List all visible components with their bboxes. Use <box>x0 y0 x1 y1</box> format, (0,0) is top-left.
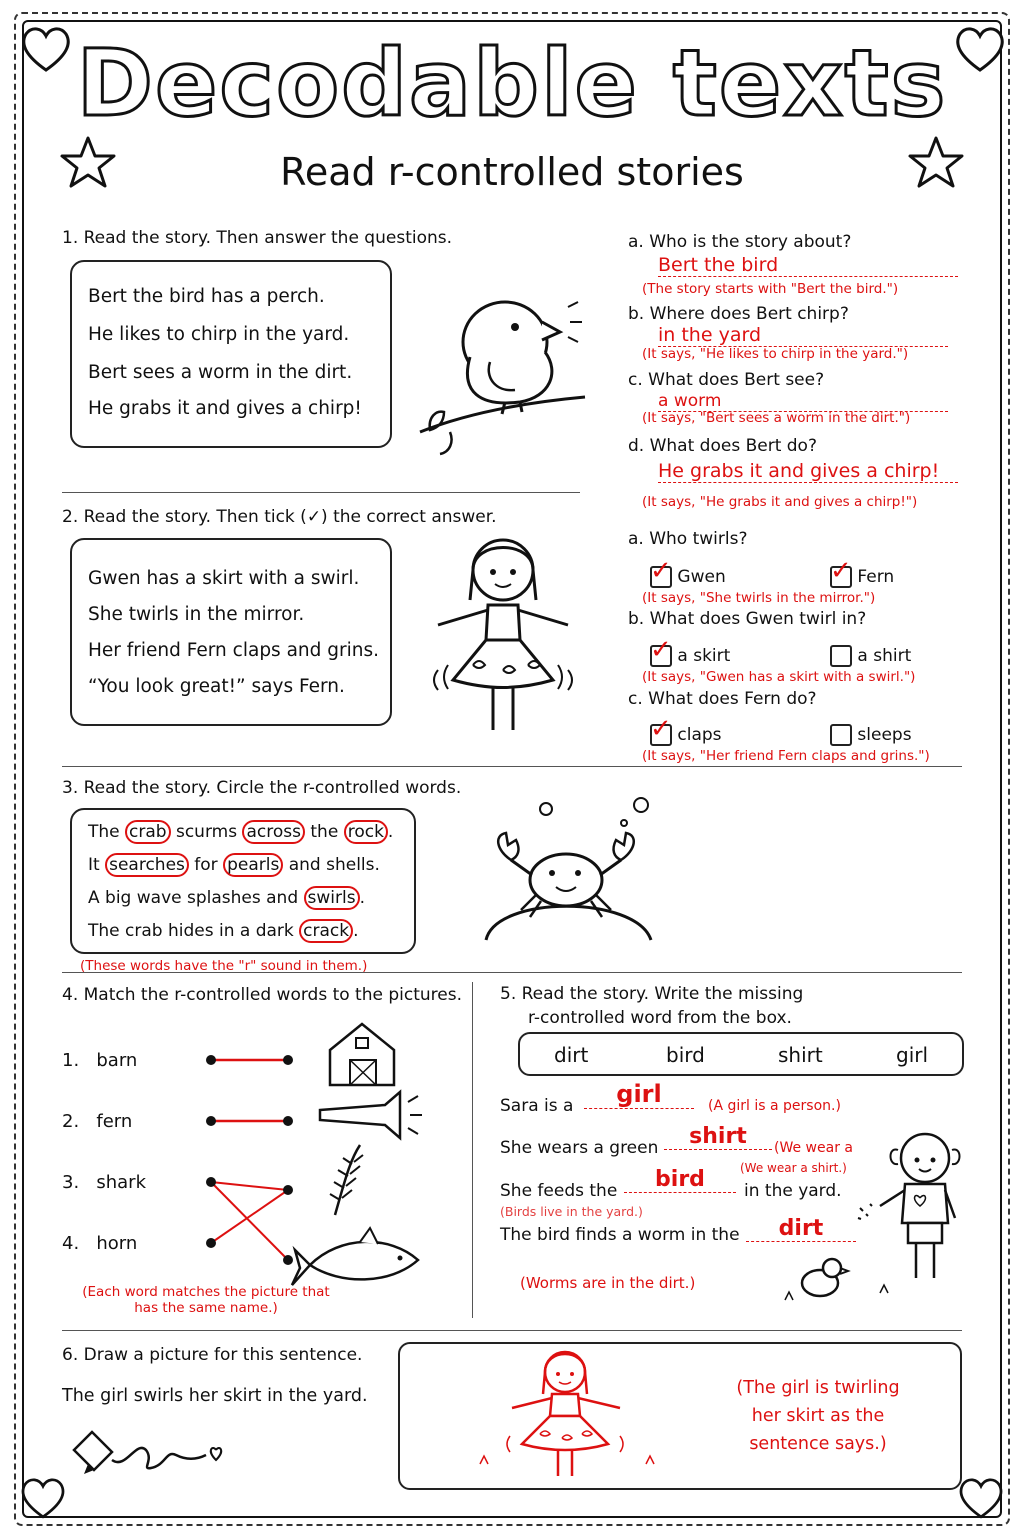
blank-answer[interactable]: shirt <box>664 1124 772 1150</box>
story-line: The crab scurms across the rock . <box>88 822 394 842</box>
story-line: “You look great!” says Fern. <box>88 676 345 697</box>
story-line: He grabs it and gives a chirp! <box>88 398 362 419</box>
s1-story-box <box>70 260 392 448</box>
answer-line: in the yard <box>658 324 948 347</box>
story-line: Her friend Fern claps and grins. <box>88 640 379 661</box>
check-mark-icon: ✓ <box>830 556 852 586</box>
s3-note: (These words have the "r" sound in them.) <box>80 958 368 974</box>
checkbox[interactable] <box>650 635 672 667</box>
sentence-label: She feeds the <box>500 1181 618 1201</box>
word-box-item: girl <box>896 1043 929 1067</box>
answer-note: (It says, "Bert sees a worm in the dirt.") <box>642 410 911 426</box>
option-gwen[interactable] <box>650 556 726 588</box>
matching-lines[interactable] <box>200 1010 460 1300</box>
sentence-label: in the yard. <box>744 1181 842 1201</box>
option-sleeps[interactable] <box>830 724 912 746</box>
s1-question: c. What does Bert see? <box>628 370 825 390</box>
sentence-label: She wears a green <box>500 1138 659 1158</box>
s1-question: d. What does Bert do? <box>628 436 817 456</box>
s3-instruction: 3. Read the story. Circle the r-controlled words. <box>62 778 462 798</box>
match-item: 3. shark <box>62 1172 146 1193</box>
s1-question: b. Where does Bert chirp? <box>628 304 849 324</box>
match-item: 4. horn <box>62 1233 138 1254</box>
girl-twirling-drawing <box>470 1346 660 1486</box>
circled-word: pearls <box>223 853 283 877</box>
answer-line: He grabs it and gives a chirp! <box>658 460 958 483</box>
s5-instruction: 5. Read the story. Write the missing <box>500 984 804 1004</box>
answer-note: (Worms are in the dirt.) <box>520 1274 696 1292</box>
word-box-item: shirt <box>778 1043 823 1067</box>
s1-instruction: 1. Read the story. Then answer the questions. <box>62 228 453 248</box>
s5-instruction: r-controlled word from the box. <box>528 1008 792 1028</box>
option-claps[interactable] <box>650 714 722 746</box>
checkbox[interactable] <box>650 556 672 588</box>
option-label: Gwen <box>677 567 726 587</box>
circled-word: crab <box>125 820 171 844</box>
word-box <box>518 1032 964 1076</box>
heart-icon <box>16 1470 70 1524</box>
s6-instruction: 6. Draw a picture for this sentence. <box>62 1345 363 1365</box>
option-a-skirt[interactable] <box>650 635 731 667</box>
story-line: He likes to chirp in the yard. <box>88 324 350 345</box>
answer-note: (It says, "She twirls in the mirror.") <box>642 590 876 606</box>
s2-question: a. Who twirls? <box>628 529 748 549</box>
s4-note: (Each word matches the picture that has the same name.) <box>82 1284 330 1316</box>
s2-story-box <box>70 538 392 726</box>
check-mark-icon: ✓ <box>650 556 672 586</box>
answer-note: (We wear a shirt.) <box>740 1161 847 1175</box>
page-subtitle: Read r-controlled stories <box>280 150 744 194</box>
match-item: 2. fern <box>62 1111 133 1132</box>
s3-story-box <box>70 808 416 954</box>
answer-note: (The story starts with "Bert the bird.") <box>642 281 899 297</box>
page-title: Decodable texts <box>76 30 948 137</box>
circled-word: rock <box>344 820 388 844</box>
blank-answer[interactable]: dirt <box>746 1216 856 1242</box>
check-mark-icon: ✓ <box>650 714 672 744</box>
checkbox[interactable] <box>830 724 852 746</box>
option-label: a skirt <box>677 646 731 666</box>
s6-sentence: The girl swirls her skirt in the yard. <box>62 1386 368 1406</box>
match-item: 1. barn <box>62 1050 138 1071</box>
answer-note: (We wear a <box>774 1140 853 1156</box>
answer-line: a worm <box>658 391 948 412</box>
answer-note: (It says, "He grabs it and gives a chirp!") <box>642 494 918 510</box>
answer-note: (Birds live in the yard.) <box>500 1204 643 1219</box>
s4-instruction: 4. Match the r-controlled words to the pictures. <box>62 985 462 1005</box>
option-a-shirt[interactable] <box>830 645 911 667</box>
option-label: Fern <box>857 567 895 587</box>
column-divider <box>472 982 473 1318</box>
drawing-note: (The girl is twirling her skirt as the sentence says.) <box>736 1378 900 1454</box>
circled-word: swirls <box>304 886 360 910</box>
story-line: It searches for pearls and shells. <box>88 855 380 875</box>
circled-word: crack <box>299 919 353 943</box>
option-label: claps <box>677 725 722 745</box>
checkbox[interactable] <box>650 714 672 746</box>
section-divider <box>62 1330 962 1331</box>
blank-answer[interactable]: bird <box>624 1167 736 1193</box>
blank-answer[interactable]: girl <box>584 1080 694 1109</box>
option-fern[interactable] <box>830 556 895 588</box>
checkbox[interactable] <box>830 556 852 588</box>
section-divider <box>62 492 580 493</box>
story-line: Bert sees a worm in the dirt. <box>88 362 353 383</box>
story-line: Bert the bird has a perch. <box>88 286 325 307</box>
story-line: A big wave splashes and swirls . <box>88 888 365 908</box>
girl-twirling-illustration <box>418 530 588 745</box>
s2-instruction: 2. Read the story. Then tick (✓) the correct answer. <box>62 507 497 527</box>
bird-illustration <box>410 262 600 462</box>
word-box-item: bird <box>666 1043 705 1067</box>
answer-note: (It says, "He likes to chirp in the yard.") <box>642 346 909 362</box>
girl-feeding-bird-illustration <box>780 1128 970 1313</box>
pencil-icon <box>66 1420 236 1480</box>
story-line: The crab hides in a dark crack . <box>88 921 359 941</box>
crab-illustration <box>466 795 666 945</box>
s1-question: a. Who is the story about? <box>628 232 852 252</box>
answer-note: (It says, "Gwen has a skirt with a swirl.") <box>642 669 916 685</box>
s2-question: b. What does Gwen twirl in? <box>628 609 867 629</box>
s2-question: c. What does Fern do? <box>628 689 817 709</box>
story-line: Gwen has a skirt with a swirl. <box>88 568 360 589</box>
answer-note: (It says, "Her friend Fern claps and grins.") <box>642 748 930 764</box>
answer-note: (A girl is a person.) <box>708 1098 841 1114</box>
option-label: sleeps <box>857 725 912 745</box>
circled-word: across <box>242 820 305 844</box>
section-divider <box>62 972 962 973</box>
section-divider <box>62 766 962 767</box>
checkbox[interactable] <box>830 645 852 667</box>
word-box-item: dirt <box>554 1043 589 1067</box>
answer-line: Bert the bird <box>658 254 958 277</box>
heart-icon <box>954 1470 1008 1524</box>
sentence-label: Sara is a <box>500 1096 574 1116</box>
sentence-label: The bird finds a worm in the <box>500 1225 740 1245</box>
option-label: a shirt <box>857 646 912 666</box>
check-mark-icon: ✓ <box>650 635 672 665</box>
story-line: She twirls in the mirror. <box>88 604 305 625</box>
circled-word: searches <box>105 853 189 877</box>
